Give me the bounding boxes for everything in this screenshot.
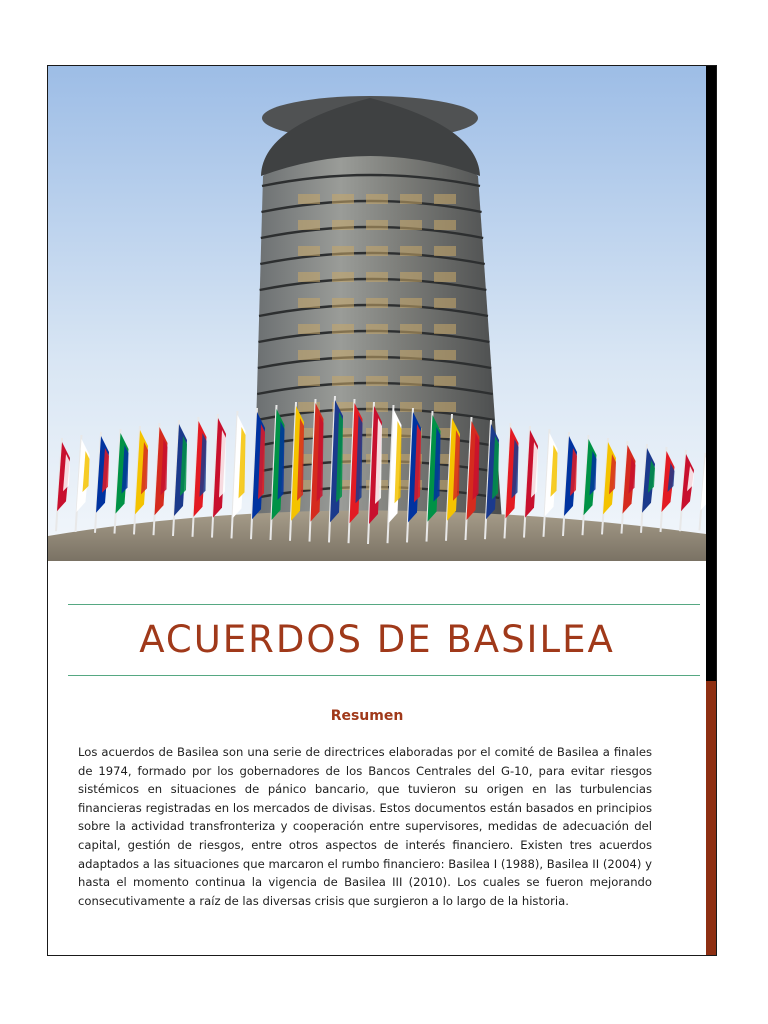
tower-window [298,246,320,256]
tower-window [332,220,354,230]
tower-window [366,324,388,334]
tower-window [400,350,422,360]
tower-window [400,246,422,256]
tower-window [366,376,388,386]
tower-window [298,376,320,386]
tower-window [298,220,320,230]
tower-window [400,298,422,308]
tower-window [332,324,354,334]
tower-window [366,350,388,360]
tower-window [400,194,422,204]
tower-window [366,194,388,204]
abstract-paragraph: Los acuerdos de Basilea son una serie de directrices elaboradas por el comité de Basilea a finales de 1974, formado por los gobernadores de los Bancos Centrales del G-10, para evitar riesgos sistémicos en situaciones de pánico bancario, que tuvieron su origen en las turbulencias financieras registradas en los mercados de divisas. Estos documentos están basados en principios sobre la actividad transfronteriza y cooperación entre supervisores, medidas de adecuación del capital, gestión de riesgos, entre otros aspectos de interés financiero. Existen tres acuerdos adaptados a las situaciones que marcaron el rumbo financiero: Basilea I (1988), Basilea II (2004) y hasta el momento continua la vigencia de Basilea III (2010). Los cuales se fueron mejorando consecutivamente a raíz de las diversas crisis que surgieron a lo largo de la historia. [78,745,652,908]
tower-window [434,324,456,334]
tower-window [434,194,456,204]
tower-window [434,402,456,412]
title-rule-top [68,604,700,605]
tower-window [332,376,354,386]
tower-window [298,194,320,204]
tower-window [434,246,456,256]
tower-window [434,350,456,360]
tower-with-flags-illustration [48,66,706,561]
tower-window [434,220,456,230]
tower-window [298,298,320,308]
tower-window [332,246,354,256]
tower-window [434,376,456,386]
tower-window [400,272,422,282]
tower-window [400,376,422,386]
tower-window [298,272,320,282]
tower-window [332,350,354,360]
side-bar-dark [706,66,716,681]
tower-window [366,246,388,256]
tower-window [366,220,388,230]
tower-window [332,194,354,204]
tower-window [400,220,422,230]
document-page [47,65,717,956]
tower-window [298,324,320,334]
tower-window [332,298,354,308]
tower-window [366,272,388,282]
tower-window [366,402,388,412]
title-rule-bottom [68,675,700,676]
cover-photo [48,66,706,561]
tower-window [400,324,422,334]
tower-window [400,402,422,412]
document-title: ACUERDOS DE BASILEA [139,618,615,661]
section-heading: Resumen [330,708,404,724]
tower-window [298,350,320,360]
tower-window [332,272,354,282]
tower-window [434,272,456,282]
side-bar-accent [706,681,716,956]
tower-window [366,298,388,308]
tower-window [434,298,456,308]
